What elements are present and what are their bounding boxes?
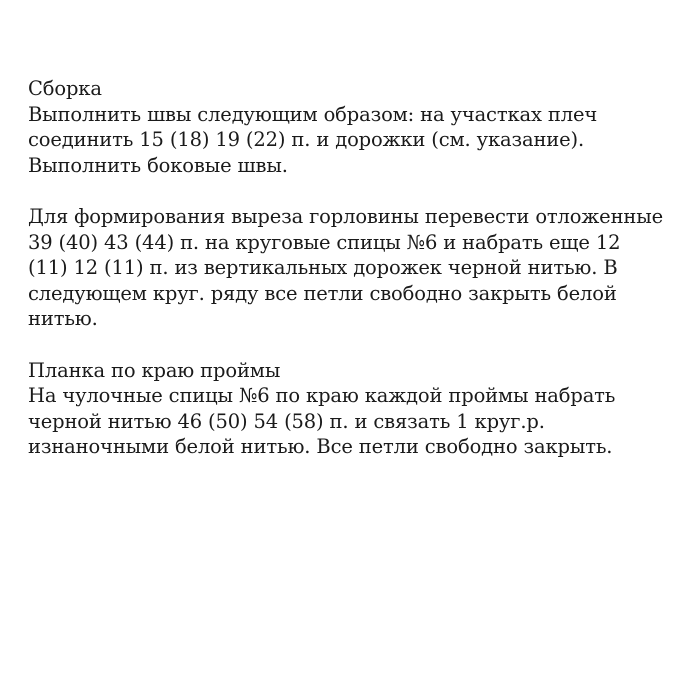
text-line: (11) 12 (11) п. из вертикальных дорожек черной нитью. В [28, 256, 618, 279]
section-armhole-band [28, 358, 678, 460]
section-heading: Сборка [28, 77, 102, 100]
section-neckline [28, 204, 678, 332]
text-line: соединить 15 (18) 19 (22) п. и дорожки (см. указание). [28, 128, 585, 151]
document-page [28, 76, 678, 486]
section-heading: Планка по краю проймы [28, 358, 281, 382]
section-assembly [28, 76, 678, 178]
text-line: Выполнить швы следующим образом: на участках плеч [28, 102, 598, 126]
text-line: изнаночными белой нитью. Все петли свободно закрыть. [28, 435, 613, 458]
text-line: На чулочные спицы №6 по краю каждой проймы набрать [28, 384, 616, 407]
text-line: нитью. [28, 307, 98, 330]
text-line: следующем круг. ряду все петли свободно закрыть белой [28, 281, 617, 305]
text-line: Выполнить боковые швы. [28, 153, 288, 177]
text-line: черной нитью 46 (50) 54 (58) п. и связать 1 круг.р. [28, 409, 545, 433]
text-line: Для формирования выреза горловины перевести отложенные [28, 205, 664, 228]
text-line: 39 (40) 43 (44) п. на круговые спицы №6 и набрать еще 12 [28, 230, 621, 254]
